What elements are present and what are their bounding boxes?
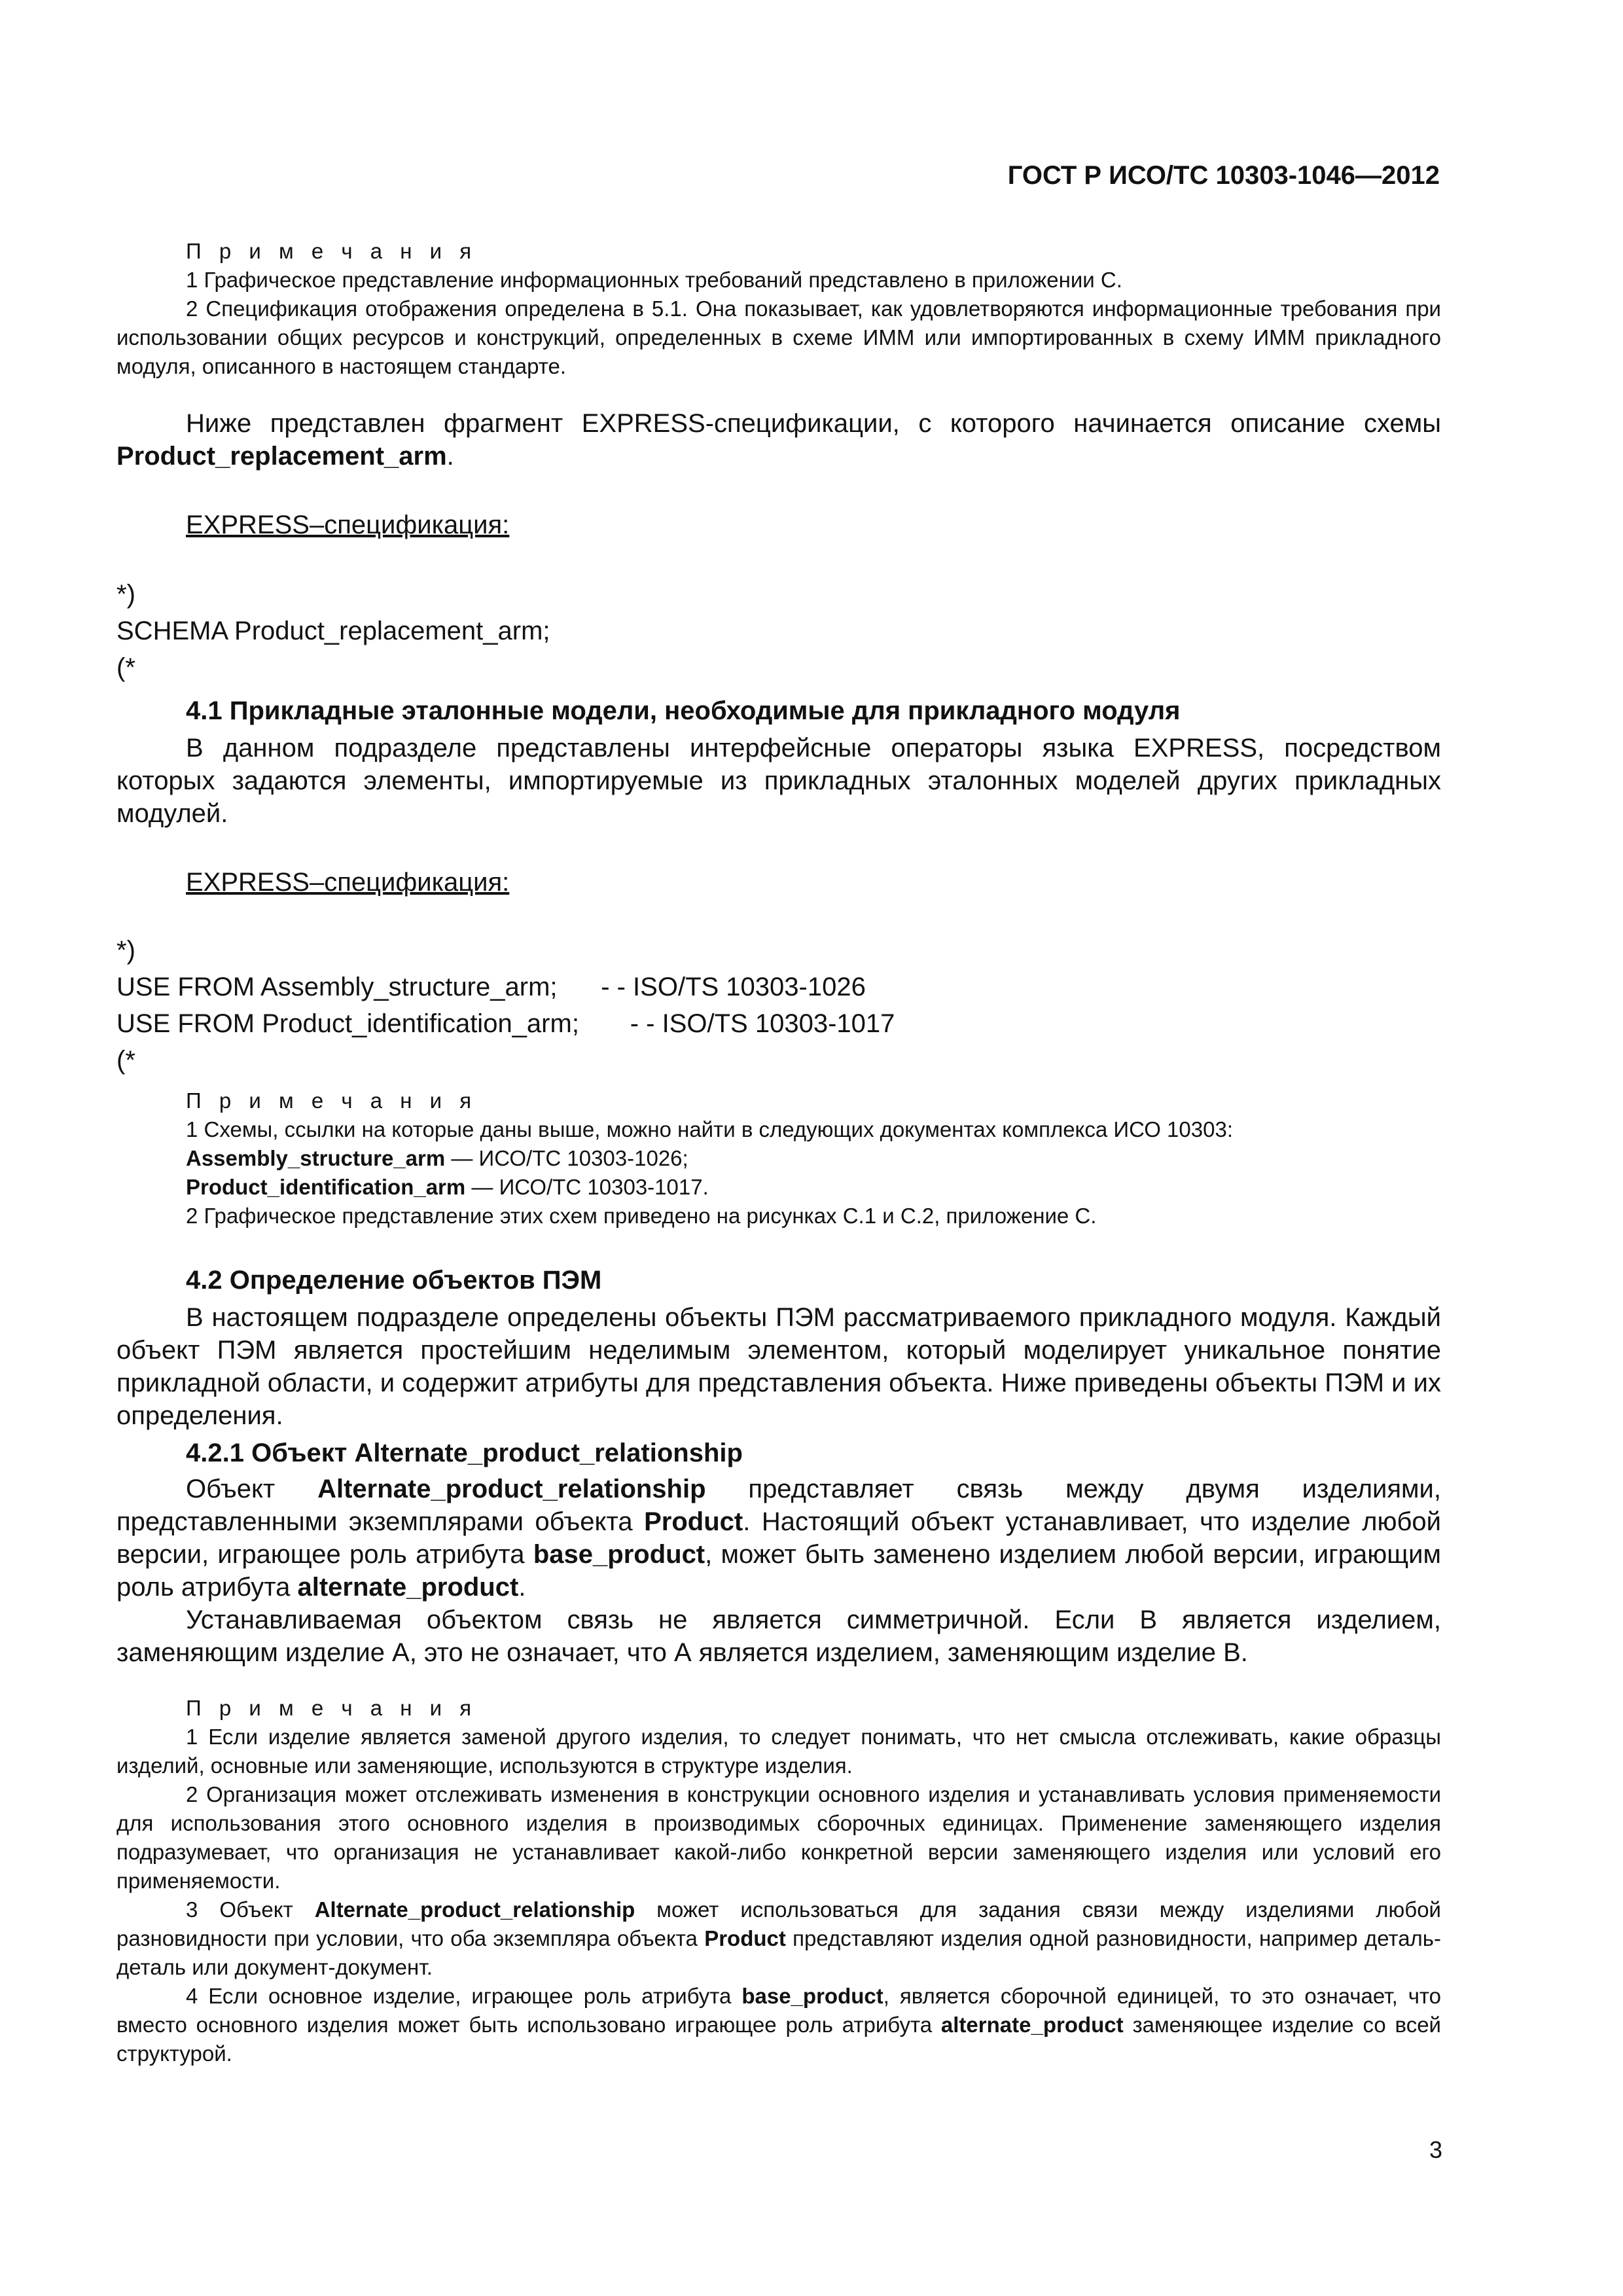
- code-line: (*: [116, 1046, 135, 1075]
- code-line: (*: [116, 653, 135, 682]
- intro-text: Ниже представлен фрагмент EXPRESS-спецификации, с которого начинается описание схемы: [186, 409, 1441, 438]
- code-comment: - - ISO/TS 10303-1017: [630, 1009, 895, 1038]
- section-heading-4-1: 4.1 Прикладные эталонные модели, необходимые для прикладного модуля: [186, 696, 1181, 725]
- schema-ref: Product_identification_arm: [186, 1175, 466, 1199]
- schema-ref: Assembly_structure_arm: [186, 1146, 446, 1170]
- schema-name: Product_replacement_arm: [116, 442, 447, 471]
- schema-ref-rest: — ИСО/ТС 10303-1017.: [465, 1175, 709, 1199]
- note-item: 1 Графическое представление информационных требований представлено в приложении С.: [186, 268, 1122, 292]
- section-4-2-text: [116, 1301, 1441, 1432]
- note-item: 2 Организация может отслеживать изменения в конструкции основного изделия и устанавливать условия применяемости для использования этого основного изделия в производимых сборочных единицах. Применение заменяющего изделия подразумевает, что организация не устанавливает какой-либо конкретной версии заменяющего изделия или условий его применяемости.: [116, 1782, 1441, 1893]
- section-4-2-1-text: [116, 1473, 1441, 1669]
- note-item: 2 Спецификация отображения определена в 5.1. Она показывает, как удовлетворяются информационные требования при использовании общих ресурсов и конструкций, определенных в схеме ИММ или импортированных в схему ИММ прикладного модуля, описанного в настоящем стандарте.: [116, 296, 1441, 378]
- note-item: 1 Схемы, ссылки на которые даны выше, можно найти в следующих документах комплекса ИСО 10303:: [186, 1117, 1233, 1141]
- note-item: 2 Графическое представление этих схем приведено на рисунках С.1 и С.2, приложение С.: [186, 1204, 1097, 1228]
- paragraph: Объект Alternate_product_relationship представляет связь между двумя изделиями, представленными экземплярами объекта Product. Настоящий объект устанавливает, что изделие любой версии, играющее роль атрибута base_product, может быть заменено изделием любой версии, играющим роль атрибута alternate_product.: [116, 1475, 1442, 1602]
- section-4-1-text: [116, 732, 1441, 830]
- paragraph: Устанавливаемая объектом связь не является симметричной. Если В является изделием, заменяющим изделие А, это не означает, что А является изделием, заменяющим изделие В.: [116, 1605, 1441, 1667]
- note-item: 4 Если основное изделие, играющее роль атрибута base_product, является сборочной единицей, то это означает, что вместо основного изделия может быть использовано играющее роль атрибута alternate_product заменяющее изделие со всей структурой.: [116, 1984, 1441, 2066]
- express-label: EXPRESS–спецификация:: [186, 868, 510, 897]
- intro-paragraph: [116, 407, 1441, 473]
- notes-block-1: [116, 237, 1441, 381]
- paragraph: В настоящем подразделе определены объекты ПЭМ рассматриваемого прикладного модуля. Каждый объект ПЭМ является простейшим неделимым элементом, который моделирует уникальное понятие прикладной области, и содержит атрибуты для представления объекта. Ниже приведены объекты ПЭМ и их определения.: [116, 1303, 1441, 1430]
- code-block-1: [116, 576, 550, 686]
- code-line: SCHEMA Product_replacement_arm;: [116, 617, 550, 645]
- section-heading-4-2: 4.2 Определение объектов ПЭМ: [186, 1266, 602, 1295]
- code-line: *): [116, 580, 135, 609]
- code-block-2: [116, 932, 895, 1079]
- document-header: ГОСТ Р ИСО/ТС 10303-1046—2012: [1007, 161, 1440, 190]
- schema-ref-rest: — ИСО/ТС 10303-1026;: [445, 1146, 688, 1170]
- notes-title: П р и м е ч а н и я: [186, 239, 478, 263]
- notes-title: П р и м е ч а н и я: [186, 1088, 478, 1113]
- note-item: 1 Если изделие является заменой другого изделия, то следует понимать, что нет смысла отслеживать, какие образцы изделий, основные или заменяющие, используются в структуре изделия.: [116, 1725, 1441, 1778]
- notes-block-2: [116, 1086, 1441, 1230]
- code-line: USE FROM Product_identification_arm;: [116, 1009, 579, 1038]
- express-label: EXPRESS–спецификация:: [186, 511, 510, 539]
- code-line: USE FROM Assembly_structure_arm;: [116, 973, 558, 1001]
- code-line: *): [116, 936, 135, 965]
- section-heading-4-2-1: 4.2.1 Объект Alternate_product_relationship: [186, 1439, 743, 1467]
- code-comment: - - ISO/TS 10303-1026: [601, 973, 866, 1001]
- notes-title: П р и м е ч а н и я: [186, 1696, 478, 1720]
- notes-block-3: [116, 1694, 1441, 2068]
- paragraph: В данном подразделе представлены интерфейсные операторы языка EXPRESS, посредством которых задаются элементы, импортируемые из прикладных эталонных моделей других прикладных модулей.: [116, 734, 1441, 828]
- page-number: 3: [1429, 2136, 1442, 2163]
- intro-end: .: [446, 442, 454, 471]
- note-item: 3 Объект Alternate_product_relationship может использоваться для задания связи между изделиями любой разновидности при условии, что оба экземпляра объекта Product представляют изделия одной разновидности, например деталь-деталь или документ-документ.: [116, 1897, 1441, 1979]
